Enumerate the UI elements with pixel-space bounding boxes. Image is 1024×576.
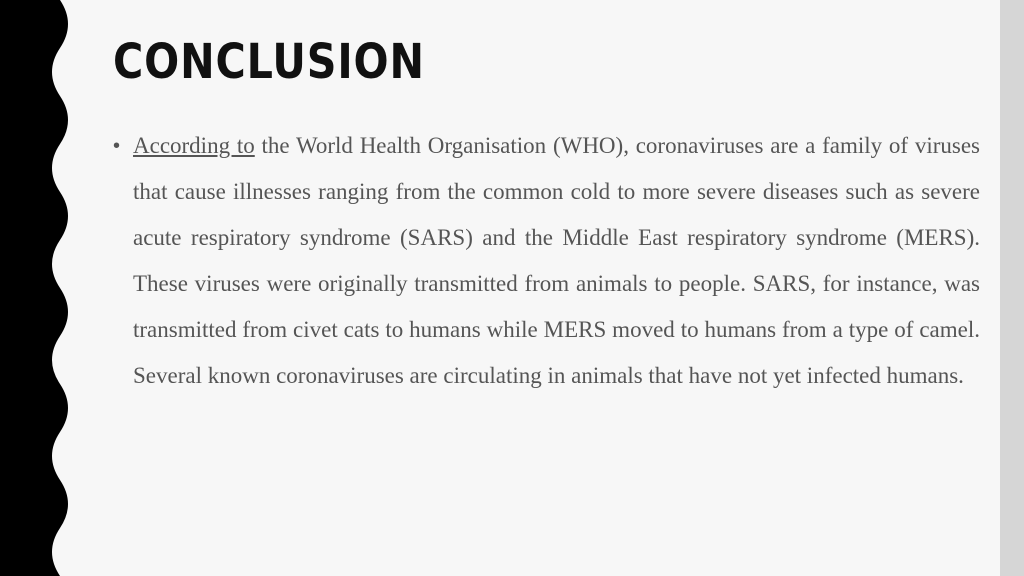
bullet-dot-icon: • — [113, 135, 121, 157]
slide-title: CONCLUSION — [113, 34, 425, 90]
wavy-border-shape — [0, 0, 68, 576]
according-to-link[interactable]: According to — [133, 133, 255, 158]
bullet-item — [113, 123, 980, 399]
slide-content — [113, 123, 980, 399]
wavy-left-border — [0, 0, 80, 576]
right-edge-band — [1000, 0, 1024, 576]
bullet-body-text: the World Health Organisation (WHO), coronaviruses are a family of viruses that cause illnesses ranging from the common cold to more severe diseases such as severe acute respiratory syndrome (SARS) and the Middle East respiratory syndrome (MERS). These viruses were originally transmitted from animals to people. SARS, for instance, was transmitted from civet cats to humans while MERS moved to humans from a type of camel. Several known coronaviruses are circulating in animals that have not yet infected humans. — [133, 133, 981, 388]
